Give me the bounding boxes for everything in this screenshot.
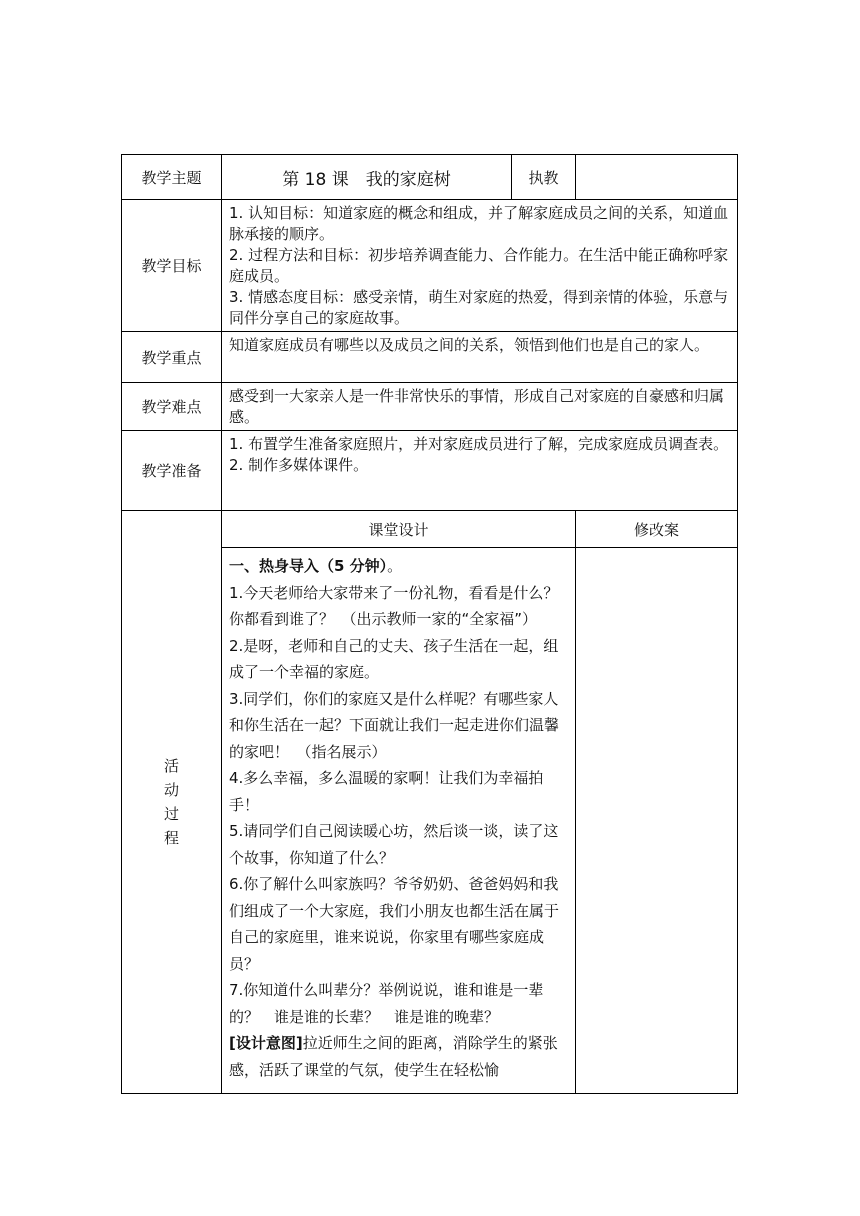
classroom-design-header: 课堂设计 [222, 511, 576, 548]
section-title-tail: 。 [387, 557, 403, 575]
teacher-value [576, 155, 738, 200]
preparation-item: 2. 制作多媒体课件。 [229, 456, 369, 474]
step-item: 1.今天老师给大家带来了一份礼物，看看是什么？你都看到谁了？ （出示教师一家的“全家福”） [229, 583, 559, 628]
process-header-row [122, 511, 738, 548]
step-item: 6.你了解什么叫家族吗？爷爷奶奶、爸爸妈妈和我们组成了一个大家庭，我们小朋友也都生活在属于自己的家庭里，谁来说说，你家里有哪些家庭成员？ [229, 875, 560, 973]
teacher-label: 执教 [512, 155, 576, 200]
goals-content [222, 200, 738, 332]
goal-process: 2. 过程方法和目标：初步培养调查能力、合作能力。在生活中能正确称呼家庭成员。 [229, 246, 729, 285]
step-item: 2.是呀，老师和自己的丈夫、孩子生活在一起，组成了一个幸福的家庭。 [229, 636, 559, 681]
preparation-content [222, 431, 738, 511]
step-item: 7.你知道什么叫辈分？举例说说，谁和谁是一辈的？ 谁是谁的长辈？ 谁是谁的晚辈？ [229, 981, 544, 1026]
design-intent [229, 1030, 569, 1083]
goal-cognitive: 1. 认知目标：知道家庭的概念和组成，并了解家庭成员之间的关系，知道血脉承接的顺序。 [229, 204, 729, 243]
design-intent-text: 拉近师生之间的距离，消除学生的紧张感，活跃了课堂的气氛，使学生在轻松愉 [229, 1034, 558, 1079]
key-points-row [122, 332, 738, 383]
classroom-design-content [222, 548, 576, 1094]
preparation-item: 1. 布置学生准备家庭照片，并对家庭成员进行了解，完成家庭成员调查表。 [229, 435, 729, 453]
activity-label-char: 程 [163, 829, 179, 847]
preparation-label: 教学准备 [122, 431, 222, 511]
goal-emotion: 3. 情感态度目标：感受亲情，萌生对家庭的热爱，得到亲情的体验，乐意与同伴分享自己的家庭故事。 [229, 288, 729, 327]
revision-content [576, 548, 738, 1094]
difficulties-text: 感受到一大家亲人是一件非常快乐的事情，形成自己对家庭的自豪感和归属感。 [222, 383, 738, 431]
step-item: 5.请同学们自己阅读暖心坊，然后谈一谈，读了这个故事，你知道了什么？ [229, 822, 559, 867]
topic-row [122, 155, 738, 200]
key-points-label: 教学重点 [122, 332, 222, 383]
difficulties-row [122, 383, 738, 431]
activity-label-char: 动 [163, 781, 179, 799]
step-item: 4.多么幸福，多么温暖的家啊！让我们为幸福拍手！ [229, 769, 544, 814]
section-heading [229, 553, 569, 580]
difficulties-label: 教学难点 [122, 383, 222, 431]
goals-row [122, 200, 738, 332]
key-points-text: 知道家庭成员有哪些以及成员之间的关系，领悟到他们也是自己的家人。 [222, 332, 738, 383]
goals-label: 教学目标 [122, 200, 222, 332]
lesson-plan-table [121, 154, 738, 1094]
revision-header: 修改案 [576, 511, 738, 548]
preparation-row [122, 431, 738, 511]
activity-process-label [122, 511, 222, 1094]
step-item: 3.同学们，你们的家庭又是什么样呢？有哪些家人和你生活在一起？下面就让我们一起走进你们温馨的家吧！ （指名展示） [229, 689, 560, 761]
activity-label-char: 过 [163, 805, 179, 823]
topic-label: 教学主题 [122, 155, 222, 200]
section-title: 一、热身导入（5 分钟） [229, 557, 388, 575]
design-intent-tag: [设计意图] [229, 1034, 303, 1052]
activity-label-char: 活 [163, 757, 179, 775]
lesson-title: 第 18 课 我的家庭树 [222, 155, 512, 200]
